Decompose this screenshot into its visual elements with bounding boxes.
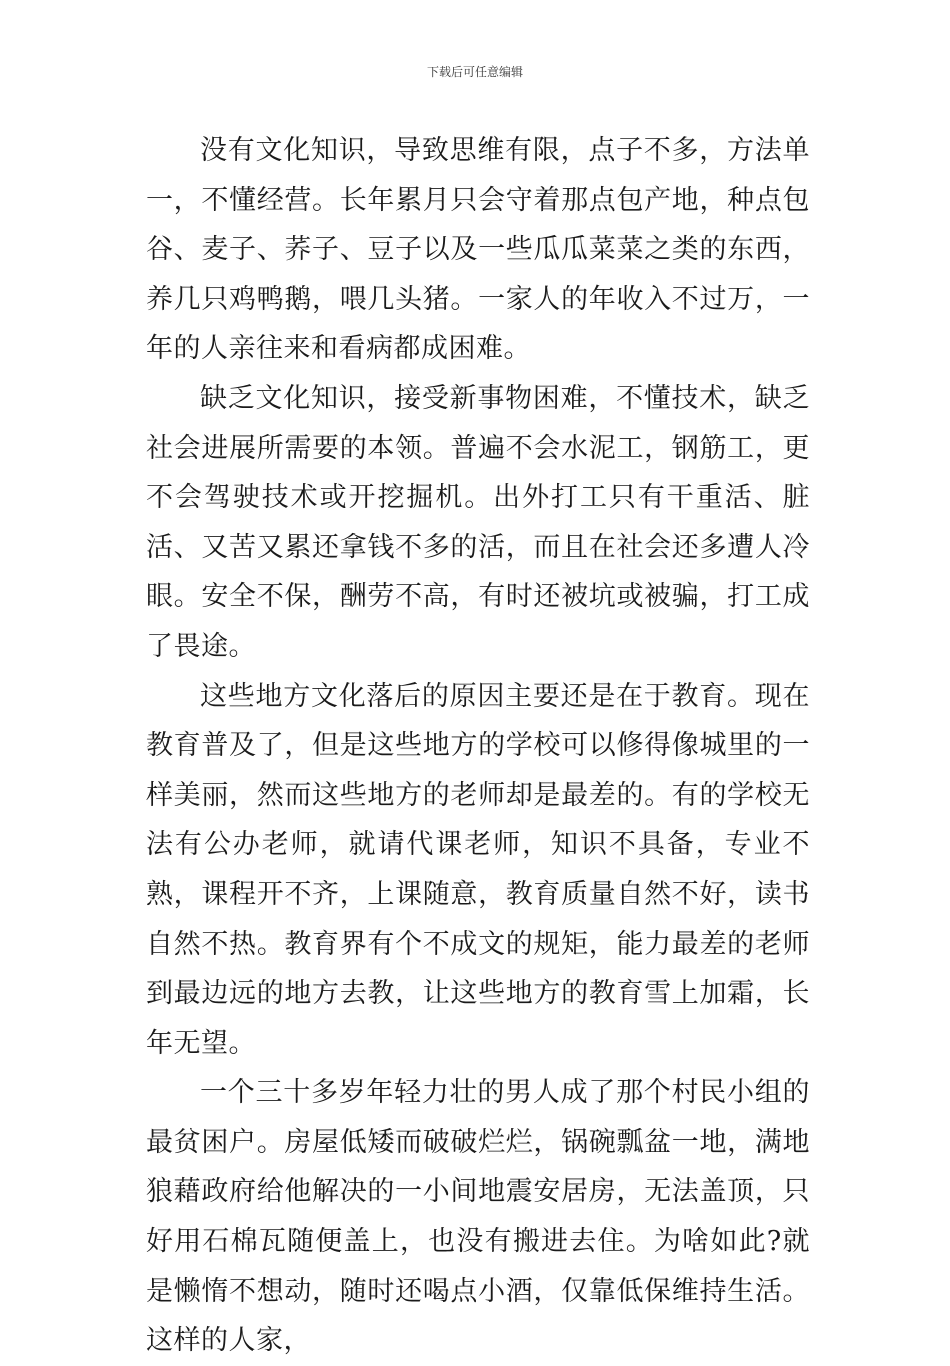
paragraph-3: 这些地方文化落后的原因主要还是在于教育。现在教育普及了，但是这些地方的学校可以修得像城里的一样美丽，然而这些地方的老师却是最差的。有的学校无法有公办老师，就请代课老师，知识不具备，专业不熟，课程开不齐，上课随意，教育质量自然不好，读书自然不热。教育界有个不成文的规矩，能力最差的老师到最边远的地方去教，让这些地方的教育雪上加霜，长年无望。 <box>146 680 810 1059</box>
paragraph-1: 没有文化知识，导致思维有限，点子不多，方法单一，不懂经营。长年累月只会守着那点包产地，种点包谷、麦子、荞子、豆子以及一些瓜瓜菜菜之类的东西，养几只鸡鸭鹅，喂几头猪。一家人的年收入不过万，一年的人亲往来和看病都成困难。 <box>146 135 810 365</box>
paragraph-2: 缺乏文化知识，接受新事物困难，不懂技术，缺乏社会进展所需要的本领。普遍不会水泥工，钢筋工，更不会驾驶技术或开挖掘机。出外打工只有干重活、脏活、又苦又累还拿钱不多的活，而且在社会还多遭人冷眼。安全不保，酬劳不高，有时还被坑或被骗，打工成了畏途。 <box>146 382 810 662</box>
page-header: 下载后可任意编辑 <box>426 65 523 79</box>
document-body <box>146 126 810 1366</box>
paragraph-4: 一个三十多岁年轻力壮的男人成了那个村民小组的最贫困户。房屋低矮而破破烂烂，锅碗瓢盆一地，满地狼藉政府给他解决的一小间地震安居房，无法盖顶，只好用石棉瓦随便盖上，也没有搬进去住。为啥如此?就是懒惰不想动，随时还喝点小酒，仅靠低保维持生活。这样的人家， <box>146 1077 810 1357</box>
